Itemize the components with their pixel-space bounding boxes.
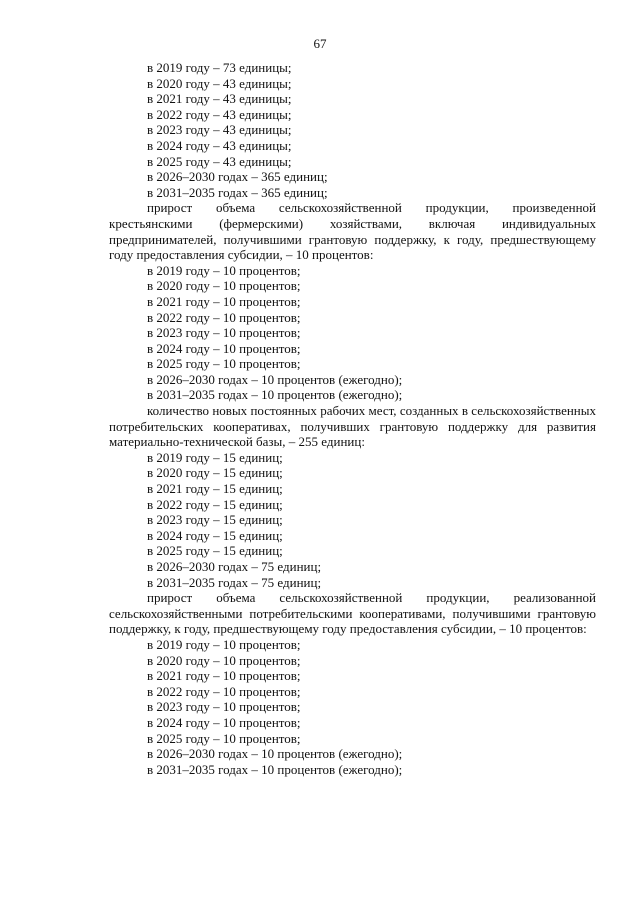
list-item: в 2022 году – 10 процентов; (147, 683, 301, 699)
document-body (109, 60, 596, 777)
list-item: в 2019 году – 10 процентов; (147, 636, 301, 652)
list-item: в 2025 году – 10 процентов; (147, 356, 301, 372)
list-item: в 2019 году – 15 единиц; (147, 449, 283, 465)
list-item: в 2019 году – 73 единицы; (147, 60, 292, 75)
list-item: в 2023 году – 15 единиц; (147, 512, 283, 528)
list-item: в 2022 году – 43 единицы; (147, 106, 292, 122)
list-item: в 2021 году – 10 процентов; (147, 293, 301, 309)
paragraph: прирост объема сельскохозяйственной продукции, реализованной сельскохозяйственными потребительскими кооперативами, получившими грантовую поддержку, к году, предшествующему году предоставления субсидии, – 10 процентов: (109, 590, 596, 637)
list-item: в 2020 году – 43 единицы; (147, 75, 292, 91)
list-item: в 2024 году – 10 процентов; (147, 340, 301, 356)
list-item: в 2031–2035 годах – 10 процентов (ежегодно); (147, 387, 403, 403)
list-item: в 2021 году – 10 процентов; (147, 668, 301, 684)
list-item: в 2024 году – 15 единиц; (147, 527, 283, 543)
list-item: в 2025 году – 43 единицы; (147, 153, 292, 169)
list-item: в 2020 году – 10 процентов; (147, 278, 301, 294)
paragraph: количество новых постоянных рабочих мест, созданных в сельскохозяйственных потребительских кооперативах, получивших грантовую поддержку для развития материально-технической базы, – 255 единиц: (109, 403, 596, 450)
paragraph: прирост объема сельскохозяйственной продукции, произведенной крестьянскими (фермерскими) хозяйствами, включая индивидуальных предпринимателей, получившими грантовую поддержку, к году, предшествующему году предоставления субсидии, – 10 процентов: (109, 200, 596, 263)
list-item: в 2025 году – 15 единиц; (147, 543, 283, 559)
list-item: в 2021 году – 15 единиц; (147, 481, 283, 497)
list-item: в 2031–2035 годах – 75 единиц; (147, 574, 322, 590)
list-item: в 2024 году – 10 процентов; (147, 714, 301, 730)
list-item: в 2026–2030 годах – 75 единиц; (147, 559, 322, 574)
list-item: в 2020 году – 10 процентов; (147, 652, 301, 668)
list-item: в 2025 году – 10 процентов; (147, 730, 301, 746)
list-item: в 2023 году – 43 единицы; (147, 122, 292, 138)
list-item: в 2019 году – 10 процентов; (147, 262, 301, 278)
list-item: в 2022 году – 10 процентов; (147, 309, 301, 325)
list-item: в 2022 году – 15 единиц; (147, 496, 283, 512)
list-item: в 2023 году – 10 процентов; (147, 325, 301, 341)
list-item: в 2024 году – 43 единицы; (147, 137, 292, 153)
list-item: в 2031–2035 годах – 365 единиц; (147, 184, 328, 200)
list-item: в 2020 году – 15 единиц; (147, 465, 283, 481)
list-item: в 2026–2030 годах – 10 процентов (ежегодно); (147, 371, 403, 387)
list-item: в 2021 году – 43 единицы; (147, 91, 292, 107)
list-item: в 2026–2030 годах – 10 процентов (ежегодно); (147, 746, 403, 762)
list-item: в 2023 году – 10 процентов; (147, 699, 301, 715)
list-item: в 2031–2035 годах – 10 процентов (ежегодно); (147, 761, 403, 777)
page-number: 67 (313, 36, 327, 51)
list-item: в 2026–2030 годах – 365 единиц; (147, 169, 328, 185)
